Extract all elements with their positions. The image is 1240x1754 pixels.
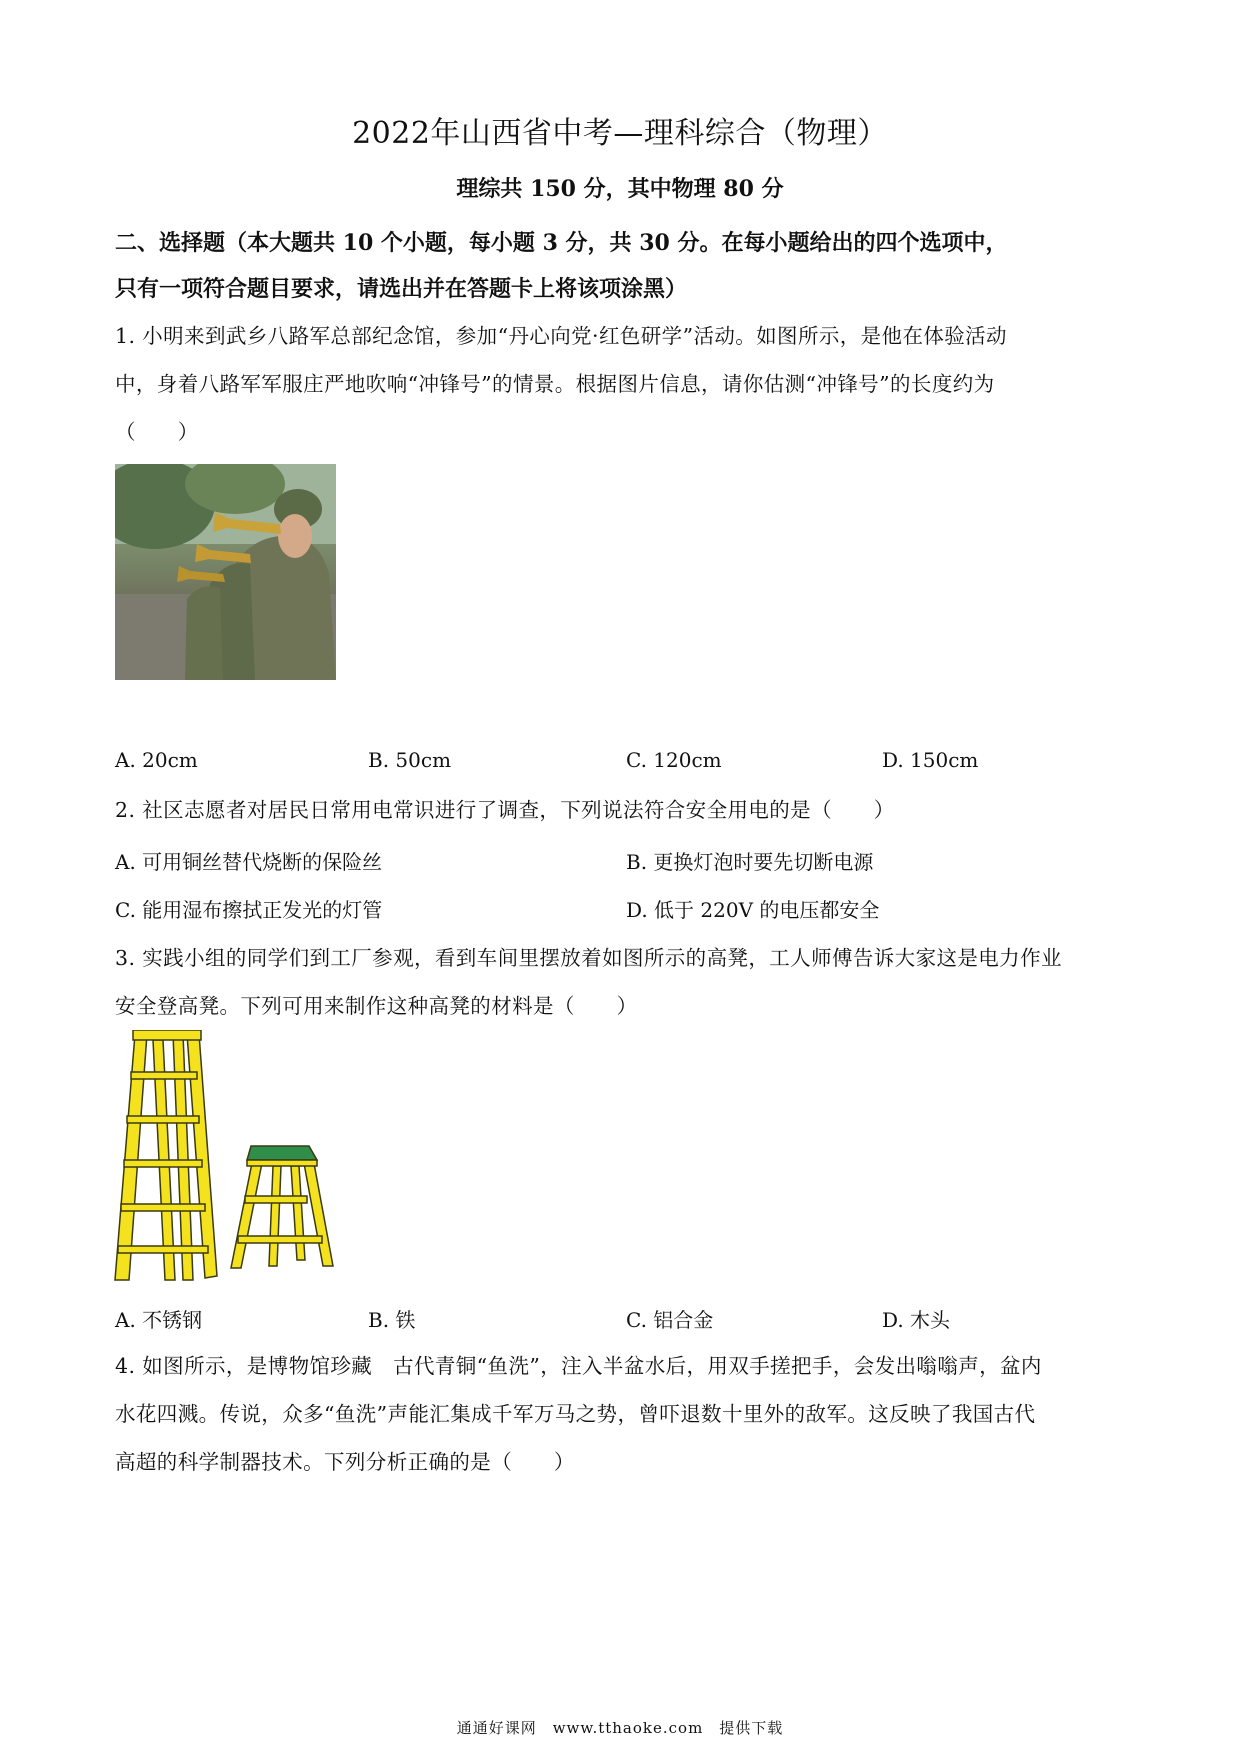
- q3-option-c[interactable]: C. 铝合金: [626, 1308, 714, 1332]
- q3-option-d[interactable]: D. 木头: [882, 1308, 951, 1332]
- q1-line-1: 1. 小明来到武乡八路军总部纪念馆，参加“丹心向党·红色研学”活动。如图所示，是他在体验活动: [115, 324, 1007, 348]
- q4-line-3: 高超的科学制器技术。下列分析正确的是（ ）: [115, 1450, 575, 1474]
- stools-illustration: [113, 1030, 348, 1290]
- section-heading-line-1: 二、选择题（本大题共 10 个小题，每小题 3 分，共 30 分。在每小题给出的四个选项中，: [115, 230, 1008, 256]
- exam-title: 2022年山西省中考—理科综合（物理）: [352, 116, 888, 151]
- q3-line-2: 安全登高凳。下列可用来制作这种高凳的材料是（ ）: [115, 994, 638, 1018]
- q1-line-2: 中，身着八路军军服庄严地吹响“冲锋号”的情景。根据图片信息，请你估测“冲锋号”的长度约为: [115, 372, 995, 396]
- q1-option-d[interactable]: D. 150cm: [882, 748, 979, 772]
- q1-option-c[interactable]: C. 120cm: [626, 748, 722, 772]
- q2-text: 2. 社区志愿者对居民日常用电常识进行了调查，下列说法符合安全用电的是（ ）: [115, 798, 895, 822]
- q1-option-a[interactable]: A. 20cm: [115, 748, 198, 772]
- bugle-soldiers-photo: [115, 464, 336, 680]
- q2-option-d[interactable]: D. 低于 220V 的电压都安全: [626, 898, 880, 922]
- q3-option-a[interactable]: A. 不锈钢: [115, 1308, 203, 1332]
- exam-subtitle: 理综共 150 分，其中物理 80 分: [456, 176, 784, 202]
- q2-option-c[interactable]: C. 能用湿布擦拭正发光的灯管: [115, 898, 383, 922]
- q4-line-2: 水花四溅。传说，众多“鱼洗”声能汇集成千军万马之势，曾吓退数十里外的敌军。这反映了我国古代: [115, 1402, 1036, 1426]
- q1-option-b[interactable]: B. 50cm: [368, 748, 452, 772]
- page-footer: 通通好课网 www.tthaoke.com 提供下载: [456, 1719, 784, 1737]
- q2-option-a[interactable]: A. 可用铜丝替代烧断的保险丝: [115, 850, 383, 874]
- q4-line-1: 4. 如图所示，是博物馆珍藏 古代青铜“鱼洗”，注入半盆水后，用双手搓把手，会发出嗡嗡声，盆内: [115, 1354, 1042, 1378]
- q3-line-1: 3. 实践小组的同学们到工厂参观，看到车间里摆放着如图所示的高凳，工人师傅告诉大家这是电力作业: [115, 946, 1062, 970]
- q2-option-b[interactable]: B. 更换灯泡时要先切断电源: [626, 850, 874, 874]
- q1-line-3: （ ）: [115, 420, 199, 444]
- section-heading-line-2: 只有一项符合题目要求，请选出并在答题卡上将该项涂黑）: [115, 276, 688, 302]
- q3-option-b[interactable]: B. 铁: [368, 1308, 416, 1332]
